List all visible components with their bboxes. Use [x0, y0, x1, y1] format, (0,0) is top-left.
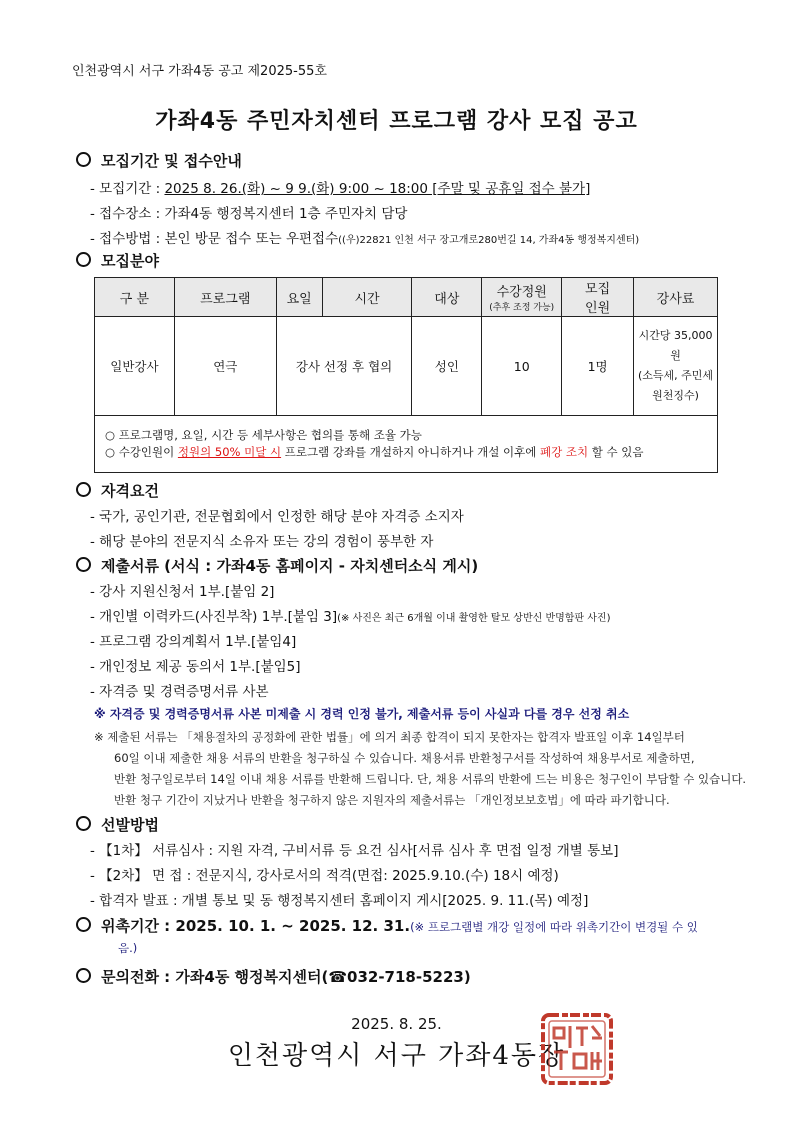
section-title: 모집기간 및 접수안내	[101, 152, 242, 170]
document-item: - 프로그램 강의계획서 1부.[붙임4]	[90, 634, 297, 650]
notice-number: 인천광역시 서구 가좌4동 공고 제2025-55호	[72, 64, 327, 79]
qualification-item: - 국가, 공인기관, 전문협회에서 인정한 해당 분야 자격증 소지자	[90, 509, 464, 525]
section-recruitment-period	[76, 150, 242, 171]
selection-item: - 【1차】 서류심사 : 지원 자격, 구비서류 등 요건 심사[서류 심사 후 면접 일정 개별 통보]	[90, 843, 619, 859]
remark-2-e: 할 수 있음	[588, 445, 644, 459]
section-qualifications	[76, 480, 159, 501]
table-row	[95, 317, 718, 416]
page-title: 가좌4동 주민자치센터 프로그램 강사 모집 공고	[155, 109, 638, 134]
period-row	[90, 177, 590, 197]
selection-item: - 합격자 발표 : 개별 통보 및 동 행정복지센터 홈페이지 게시[2025. 9. 11.(목) 예정]	[90, 893, 589, 909]
circle-bullet-icon	[76, 482, 91, 497]
document-note-line: 반환 청구일로부터 14일 이내 채용 서류를 반환해 드립니다. 단, 채용 서류의 반환에 드는 비용은 청구인이 부담할 수 있습니다.	[114, 772, 747, 786]
circle-bullet-icon	[76, 152, 91, 167]
document-note-line: ※ 제출된 서류는 「채용절차의 공정화에 관한 법률」에 의거 최종 합격이 되지 못한자는 합격자 발표일 이후 14일부터	[94, 730, 685, 744]
remark-2-c: 프로그램 강좌를 개설하지 아니하거나 개설 이후에	[281, 445, 540, 459]
circle-bullet-icon	[76, 968, 91, 983]
section-contact	[76, 966, 471, 987]
remark-2	[105, 444, 707, 461]
table-remarks-row	[95, 416, 718, 473]
remark-2-d: 폐강 조치	[539, 445, 589, 459]
header-program: 프로그램	[174, 278, 276, 317]
header-capacity	[482, 278, 562, 317]
document-item	[90, 605, 611, 625]
section-title: 선발방법	[101, 816, 159, 834]
place-label: - 접수장소 :	[90, 206, 161, 222]
section-appointment-period	[76, 915, 698, 936]
header-division: 구 분	[95, 278, 175, 317]
header-fee: 강사료	[634, 278, 718, 317]
header-recruit-line1: 모집	[585, 282, 611, 297]
document-note-line: 60일 이내 제출한 채용 서류의 반환을 청구하실 수 있습니다. 채용서류 반환청구서를 작성하여 채용부서로 제출하면,	[114, 751, 695, 765]
header-recruit-line2: 인원	[585, 301, 611, 316]
circle-bullet-icon	[76, 816, 91, 831]
section-title: 자격요건	[101, 482, 159, 500]
method-label: - 접수방법 :	[90, 231, 161, 247]
cell-program: 연극	[174, 317, 276, 416]
fee-line2: (소득세, 주민세	[637, 369, 714, 382]
cell-target: 성인	[412, 317, 482, 416]
circle-bullet-icon	[76, 917, 91, 932]
circle-bullet-icon	[76, 252, 91, 267]
section-documents	[76, 555, 478, 576]
cell-division: 일반강사	[95, 317, 175, 416]
cell-capacity: 10	[482, 317, 562, 416]
section-title: 제출서류 (서식 : 가좌4동 홈페이지 - 자치센터소식 게시)	[101, 557, 479, 575]
section-selection	[76, 814, 159, 835]
place-value: 가좌4동 행정복지센터 1층 주민자치 담당	[164, 206, 408, 222]
contact-text: 문의전화 : 가좌4동 행정복지센터(☎032-718-5223)	[101, 968, 471, 986]
cell-recruit: 1명	[562, 317, 634, 416]
period-value: 2025 8. 26.(화) ~ 9 9.(화) 9:00 ~ 18:00 [주말 및 공휴일 접수 불가]	[164, 181, 591, 197]
fee-line3: 원천징수)	[652, 389, 699, 402]
remark-2-a: ○ 수강인원이	[105, 445, 178, 459]
table-header-row	[95, 278, 718, 317]
section-recruitment-field	[76, 250, 159, 271]
remark-2-b: 정원의 50% 미달 시	[177, 445, 282, 459]
notice-date: 2025. 8. 25.	[351, 1015, 442, 1033]
header-capacity-label: 수강정원	[496, 285, 547, 300]
header-capacity-note: (추후 조정 가능)	[489, 303, 555, 313]
cell-fee	[634, 317, 718, 416]
appointment-note-cont: 음.)	[118, 941, 138, 955]
period-label: - 모집기간 :	[90, 181, 161, 197]
circle-bullet-icon	[76, 557, 91, 572]
document-item-text: - 개인별 이력카드(사진부착) 1부.[붙임 3]	[90, 609, 338, 625]
header-time: 시간	[322, 278, 412, 317]
method-row	[90, 227, 639, 247]
selection-item: - 【2차】 면 접 : 전문지식, 강사로서의 적격(면접: 2025.9.10.(수) 18시 예정)	[90, 868, 559, 884]
header-day: 요일	[276, 278, 322, 317]
appointment-note: (※ 프로그램별 개강 일정에 따라 위촉기간이 변경될 수 있	[410, 920, 698, 934]
document-warning: ※ 자격증 및 경력증명서류 사본 미제출 시 경력 인정 불가, 제출서류 등이 사실과 다를 경우 선정 취소	[94, 707, 630, 721]
cell-schedule: 강사 선정 후 협의	[276, 317, 412, 416]
place-row	[90, 202, 407, 222]
signer-name: 인천광역시 서구 가좌4동장	[227, 1041, 566, 1071]
document-item-note: (※ 사진은 최근 6개월 이내 촬영한 탈모 상반신 반명함판 사진)	[337, 613, 611, 624]
program-table	[94, 277, 718, 473]
document-item: - 자격증 및 경력증명서류 사본	[90, 684, 269, 700]
qualification-item: - 해당 분야의 전문지식 소유자 또는 강의 경험이 풍부한 자	[90, 534, 434, 550]
cell-remarks	[95, 416, 718, 473]
official-seal-icon	[540, 1012, 614, 1086]
method-value: 본인 방문 접수 또는 우편접수	[164, 231, 339, 247]
fee-line1: 시간당 35,000원	[638, 329, 713, 362]
header-target: 대상	[412, 278, 482, 317]
section-title: 위촉기간 : 2025. 10. 1. ~ 2025. 12. 31.	[101, 917, 411, 935]
document-note-line: 반환 청구 기간이 지났거나 반환을 청구하지 않은 지원자의 제출서류는 「개인정보보호법」에 따라 파기합니다.	[114, 793, 670, 807]
header-recruit	[562, 278, 634, 317]
document-item: - 강사 지원신청서 1부.[붙임 2]	[90, 584, 275, 600]
document-item: - 개인정보 제공 동의서 1부.[붙임5]	[90, 659, 301, 675]
method-address: ((우)22821 인천 서구 장고개로280번길 14, 가좌4동 행정복지센터)	[338, 235, 640, 246]
remark-1: ○ 프로그램명, 요일, 시간 등 세부사항은 협의를 통해 조율 가능	[105, 428, 422, 442]
section-title: 모집분야	[101, 252, 159, 270]
